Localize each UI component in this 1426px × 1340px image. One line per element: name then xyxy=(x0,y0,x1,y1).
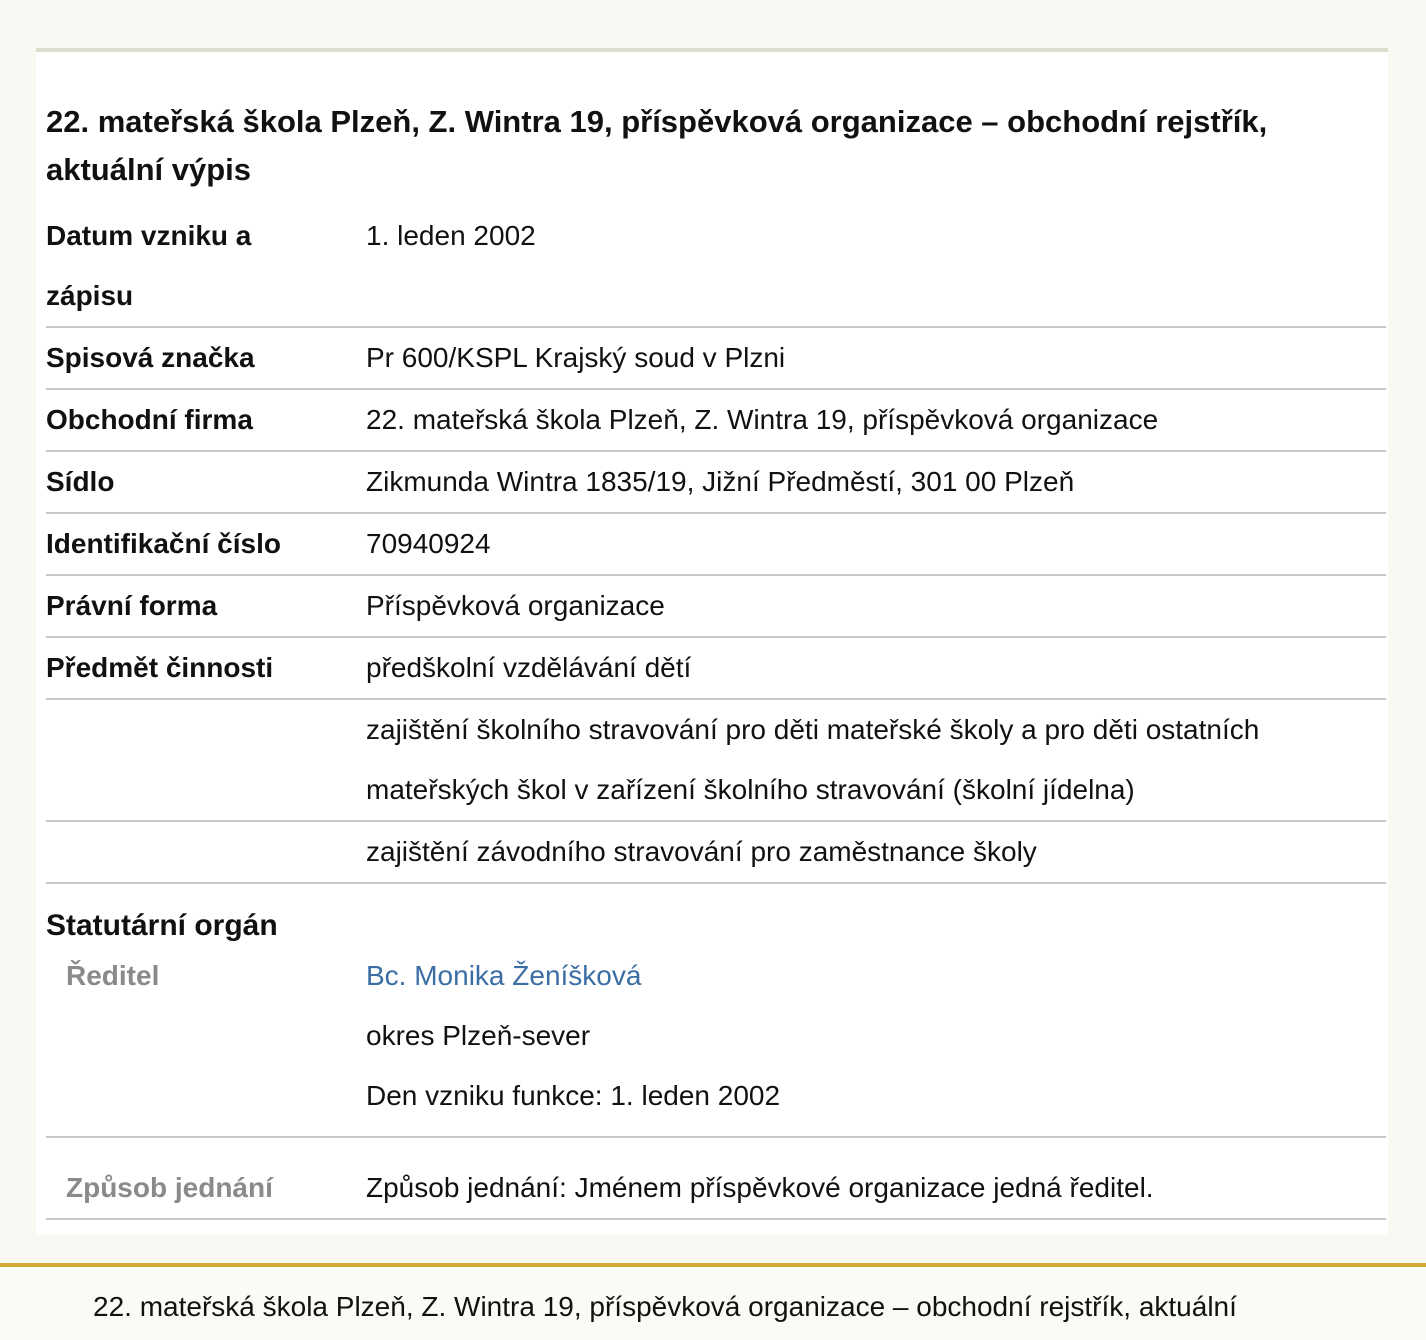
director-district: okres Plzeň-sever xyxy=(366,1020,591,1051)
register-table xyxy=(46,206,1386,1220)
row-label: Obchodní firma xyxy=(46,404,253,435)
row-value: Zikmunda Wintra 1835/19, Jižní Předměstí, 301 00 Plzeň xyxy=(366,466,1075,497)
row-label: Identifikační číslo xyxy=(46,528,281,559)
row-date-of-creation xyxy=(46,206,1386,328)
row-conduct xyxy=(46,1138,1386,1220)
row-label: Právní forma xyxy=(46,590,218,621)
row-value: 22. mateřská škola Plzeň, Z. Wintra 19, příspěvková organizace xyxy=(366,404,1159,435)
row-label: Sídlo xyxy=(46,466,115,497)
row-file-number xyxy=(46,328,1386,390)
row-label-empty xyxy=(46,822,366,882)
footer-title: 22. mateřská škola Plzeň, Z. Wintra 19, příspěvková organizace – obchodní rejstřík, aktuální xyxy=(93,1291,1237,1322)
row-activities xyxy=(46,638,1386,700)
row-business-name xyxy=(46,390,1386,452)
row-seat xyxy=(46,452,1386,514)
register-card xyxy=(36,48,1388,1234)
row-director xyxy=(46,946,1386,1138)
row-id-number xyxy=(46,514,1386,576)
row-value: předškolní vzdělávání dětí xyxy=(366,652,692,683)
row-value: 70940924 xyxy=(366,528,491,559)
row-activity-extra-1 xyxy=(46,700,1386,822)
row-legal-form xyxy=(46,576,1386,638)
row-label-empty xyxy=(46,700,366,820)
director-name-link[interactable]: Bc. Monika Ženíšková xyxy=(366,960,642,991)
row-label: Předmět činnosti xyxy=(46,652,274,683)
page-title: 22. mateřská škola Plzeň, Z. Wintra 19, příspěvková organizace – obchodní rejstřík, aktuální výpis xyxy=(46,104,1268,187)
row-label: Datum vzniku a zápisu xyxy=(46,220,252,311)
row-activity-extra-2 xyxy=(46,822,1386,884)
director-details xyxy=(366,946,1386,1126)
conduct-value: Způsob jednání: Jménem příspěvkové organizace jedná ředitel. xyxy=(366,1172,1154,1203)
footer-bar xyxy=(0,1263,1426,1340)
row-value: Pr 600/KSPL Krajský soud v Plzni xyxy=(366,342,786,373)
row-label: Spisová značka xyxy=(46,342,255,373)
row-value: 1. leden 2002 xyxy=(366,220,536,251)
row-value: Příspěvková organizace xyxy=(366,590,665,621)
director-label: Ředitel xyxy=(66,960,160,991)
director-function-start: Den vzniku funkce: 1. leden 2002 xyxy=(366,1080,781,1111)
row-value: zajištění závodního stravování pro zaměstnance školy xyxy=(366,836,1037,867)
conduct-label: Způsob jednání xyxy=(66,1172,273,1203)
statutory-heading: Statutární orgán xyxy=(46,909,278,942)
row-value: zajištění školního stravování pro děti mateřské školy a pro děti ostatních mateřských škol v zařízení školního stravování (školní jídelna) xyxy=(366,714,1260,805)
